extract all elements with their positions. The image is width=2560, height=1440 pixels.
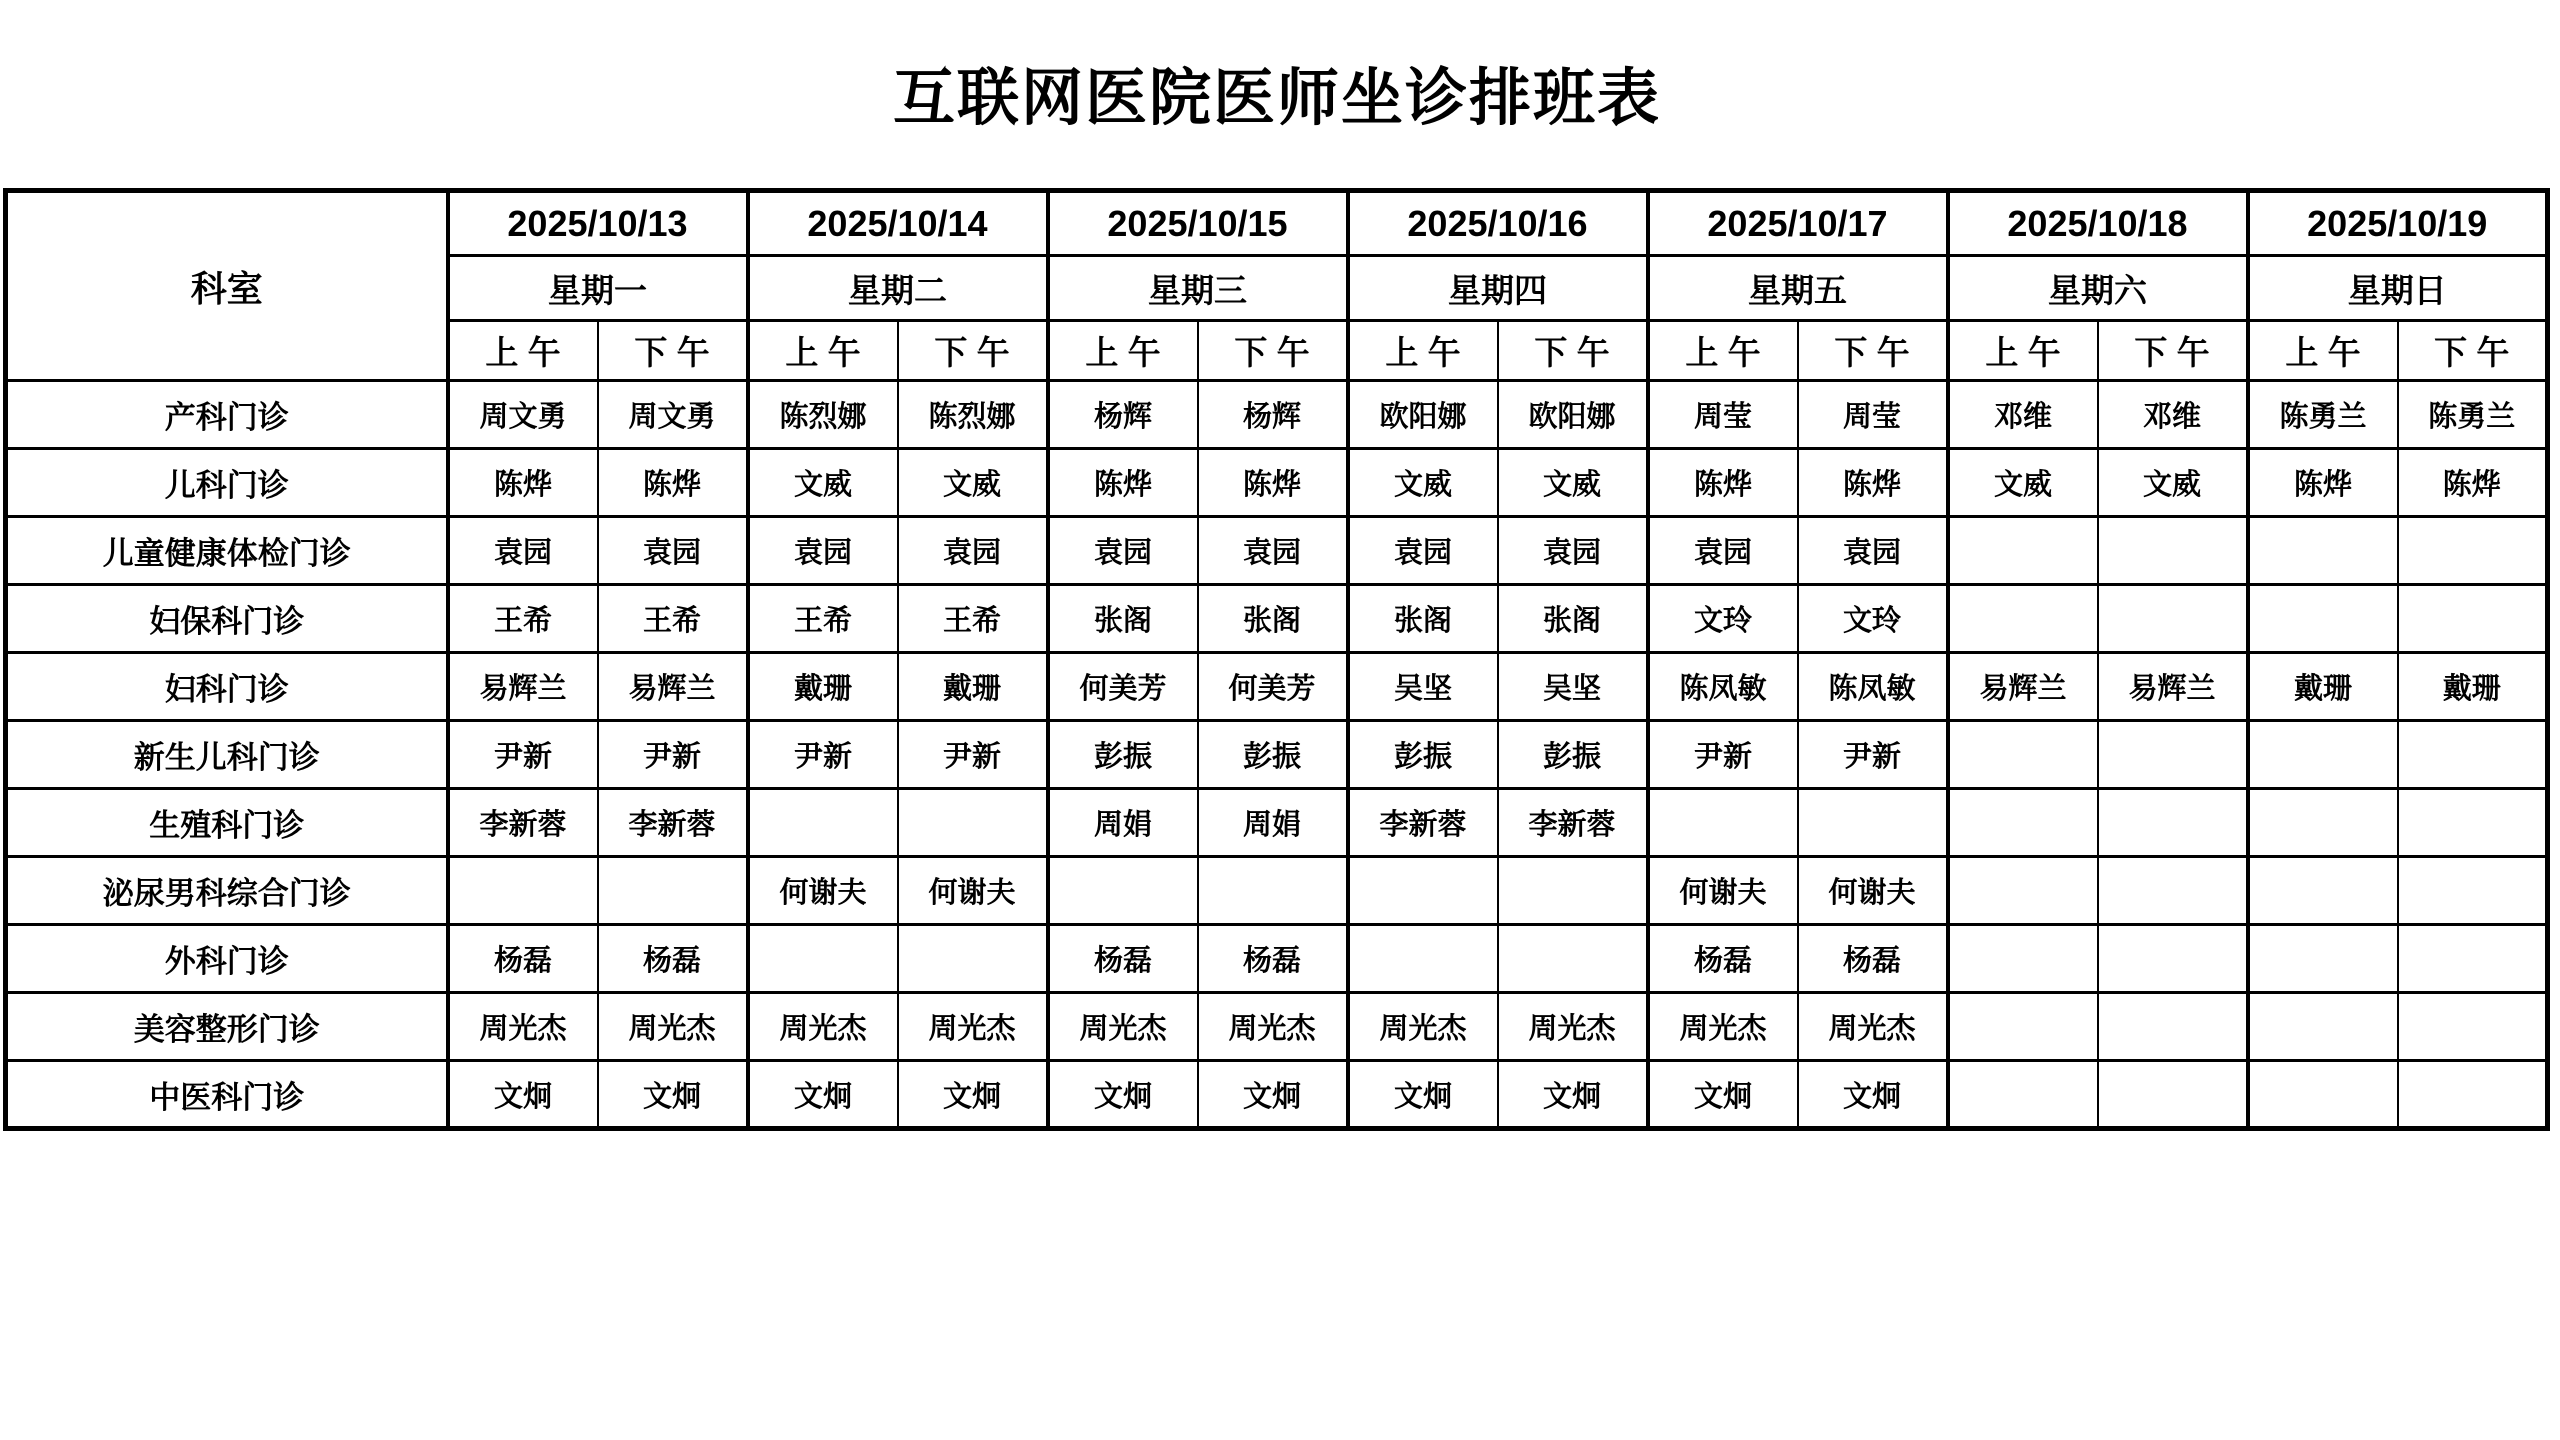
schedule-cell: 袁园 [1198, 517, 1348, 585]
department-cell: 中医科门诊 [6, 1061, 448, 1129]
schedule-cell: 袁园 [1348, 517, 1498, 585]
schedule-cell: 周光杰 [1198, 993, 1348, 1061]
schedule-cell: 周娟 [1198, 789, 1348, 857]
am-label-cell: 上 午 [2248, 321, 2398, 381]
schedule-cell: 张阁 [1348, 585, 1498, 653]
department-cell: 儿科门诊 [6, 449, 448, 517]
schedule-cell: 李新蓉 [598, 789, 748, 857]
schedule-cell: 陈凤敏 [1648, 653, 1798, 721]
schedule-cell: 陈烨 [2248, 449, 2398, 517]
schedule-cell: 彭振 [1498, 721, 1648, 789]
schedule-cell [2098, 925, 2248, 993]
schedule-cell: 何谢夫 [748, 857, 898, 925]
schedule-cell: 文炯 [1498, 1061, 1648, 1129]
pm-label-cell: 下 午 [1498, 321, 1648, 381]
schedule-cell: 陈烈娜 [898, 381, 1048, 449]
table-row [6, 721, 2548, 789]
table-row [6, 857, 2548, 925]
department-cell: 美容整形门诊 [6, 993, 448, 1061]
schedule-cell [2398, 993, 2548, 1061]
schedule-cell: 何美芳 [1048, 653, 1198, 721]
schedule-cell: 文炯 [598, 1061, 748, 1129]
schedule-cell: 周莹 [1648, 381, 1798, 449]
schedule-cell: 戴珊 [898, 653, 1048, 721]
department-cell: 妇科门诊 [6, 653, 448, 721]
schedule-cell: 王希 [748, 585, 898, 653]
schedule-cell: 张阁 [1198, 585, 1348, 653]
schedule-cell: 张阁 [1048, 585, 1198, 653]
schedule-cell [2398, 721, 2548, 789]
schedule-cell: 文炯 [1798, 1061, 1948, 1129]
schedule-cell: 陈勇兰 [2398, 381, 2548, 449]
schedule-cell [1498, 925, 1648, 993]
schedule-cell [1948, 925, 2098, 993]
department-cell: 妇保科门诊 [6, 585, 448, 653]
schedule-cell: 周光杰 [1048, 993, 1198, 1061]
schedule-table [3, 188, 2550, 1131]
schedule-cell [2248, 585, 2398, 653]
schedule-cell [1798, 789, 1948, 857]
schedule-cell: 文威 [748, 449, 898, 517]
pm-label-cell: 下 午 [598, 321, 748, 381]
schedule-cell [898, 925, 1048, 993]
schedule-cell [2098, 517, 2248, 585]
schedule-cell: 戴珊 [748, 653, 898, 721]
schedule-cell: 文玲 [1798, 585, 1948, 653]
schedule-cell: 文炯 [748, 1061, 898, 1129]
schedule-cell [2248, 517, 2398, 585]
schedule-cell: 王希 [598, 585, 748, 653]
date-cell: 2025/10/17 [1648, 191, 1948, 256]
schedule-cell [748, 925, 898, 993]
weekday-cell: 星期六 [1948, 256, 2248, 321]
schedule-cell: 陈烨 [448, 449, 598, 517]
schedule-cell: 李新蓉 [1498, 789, 1648, 857]
weekday-cell: 星期日 [2248, 256, 2548, 321]
schedule-cell: 李新蓉 [1348, 789, 1498, 857]
schedule-cell [1648, 789, 1798, 857]
schedule-cell: 欧阳娜 [1348, 381, 1498, 449]
schedule-cell [2248, 721, 2398, 789]
schedule-cell: 周光杰 [1348, 993, 1498, 1061]
date-cell: 2025/10/18 [1948, 191, 2248, 256]
weekday-cell: 星期四 [1348, 256, 1648, 321]
schedule-cell: 袁园 [1048, 517, 1198, 585]
schedule-cell [2398, 925, 2548, 993]
schedule-cell [1948, 789, 2098, 857]
schedule-cell [1348, 925, 1498, 993]
schedule-cell [2398, 1061, 2548, 1129]
schedule-cell: 戴珊 [2248, 653, 2398, 721]
schedule-cell: 杨磊 [598, 925, 748, 993]
schedule-cell: 邓维 [1948, 381, 2098, 449]
schedule-cell: 陈烨 [598, 449, 748, 517]
schedule-cell: 何谢夫 [1798, 857, 1948, 925]
department-cell: 泌尿男科综合门诊 [6, 857, 448, 925]
table-row [6, 789, 2548, 857]
schedule-cell [2098, 721, 2248, 789]
schedule-cell [2098, 1061, 2248, 1129]
schedule-cell [2398, 857, 2548, 925]
am-label-cell: 上 午 [1948, 321, 2098, 381]
schedule-cell: 文炯 [1198, 1061, 1348, 1129]
schedule-cell: 陈烨 [1648, 449, 1798, 517]
schedule-cell: 文威 [1948, 449, 2098, 517]
schedule-cell [1948, 993, 2098, 1061]
schedule-cell: 杨磊 [1198, 925, 1348, 993]
schedule-cell: 王希 [448, 585, 598, 653]
schedule-cell: 易辉兰 [448, 653, 598, 721]
schedule-cell: 袁园 [1798, 517, 1948, 585]
schedule-cell: 何谢夫 [898, 857, 1048, 925]
schedule-cell: 杨磊 [1048, 925, 1198, 993]
schedule-cell: 尹新 [748, 721, 898, 789]
schedule-cell: 周光杰 [598, 993, 748, 1061]
schedule-cell: 袁园 [448, 517, 598, 585]
corner-cell: 科室 [6, 191, 448, 381]
schedule-cell [2248, 993, 2398, 1061]
schedule-cell: 陈烨 [1198, 449, 1348, 517]
schedule-cell [1348, 857, 1498, 925]
schedule-header [6, 191, 2548, 381]
schedule-cell: 文威 [1348, 449, 1498, 517]
date-cell: 2025/10/13 [448, 191, 748, 256]
schedule-cell: 杨磊 [1648, 925, 1798, 993]
schedule-cell: 周娟 [1048, 789, 1198, 857]
schedule-cell: 周光杰 [1798, 993, 1948, 1061]
weekday-cell: 星期一 [448, 256, 748, 321]
schedule-cell: 陈烨 [1798, 449, 1948, 517]
schedule-cell: 杨辉 [1048, 381, 1198, 449]
date-cell: 2025/10/15 [1048, 191, 1348, 256]
schedule-cell: 文炯 [448, 1061, 598, 1129]
schedule-cell [2398, 789, 2548, 857]
schedule-cell: 尹新 [898, 721, 1048, 789]
schedule-cell: 陈凤敏 [1798, 653, 1948, 721]
schedule-cell: 吴坚 [1348, 653, 1498, 721]
table-row [6, 585, 2548, 653]
schedule-cell [1948, 585, 2098, 653]
schedule-cell: 袁园 [898, 517, 1048, 585]
schedule-cell: 易辉兰 [598, 653, 748, 721]
schedule-cell: 袁园 [1498, 517, 1648, 585]
schedule-cell [1948, 1061, 2098, 1129]
schedule-cell: 陈烈娜 [748, 381, 898, 449]
schedule-cell [2248, 925, 2398, 993]
am-label-cell: 上 午 [448, 321, 598, 381]
schedule-cell: 袁园 [598, 517, 748, 585]
schedule-cell [2248, 1061, 2398, 1129]
department-cell: 外科门诊 [6, 925, 448, 993]
pm-label-cell: 下 午 [1798, 321, 1948, 381]
schedule-cell: 袁园 [1648, 517, 1798, 585]
schedule-cell [1948, 857, 2098, 925]
department-cell: 生殖科门诊 [6, 789, 448, 857]
schedule-cell: 周莹 [1798, 381, 1948, 449]
schedule-cell [2398, 517, 2548, 585]
schedule-cell: 周光杰 [748, 993, 898, 1061]
schedule-cell: 周文勇 [448, 381, 598, 449]
table-row [6, 517, 2548, 585]
schedule-cell: 杨磊 [1798, 925, 1948, 993]
table-row [6, 653, 2548, 721]
schedule-cell [2098, 789, 2248, 857]
am-label-cell: 上 午 [748, 321, 898, 381]
schedule-cell: 陈烨 [1048, 449, 1198, 517]
schedule-cell: 欧阳娜 [1498, 381, 1648, 449]
schedule-cell: 尹新 [1798, 721, 1948, 789]
schedule-cell: 彭振 [1048, 721, 1198, 789]
am-label-cell: 上 午 [1048, 321, 1198, 381]
schedule-cell: 王希 [898, 585, 1048, 653]
schedule-cell: 彭振 [1348, 721, 1498, 789]
schedule-cell: 袁园 [748, 517, 898, 585]
schedule-cell: 周光杰 [1648, 993, 1798, 1061]
department-cell: 儿童健康体检门诊 [6, 517, 448, 585]
schedule-cell: 吴坚 [1498, 653, 1648, 721]
schedule-cell: 周光杰 [1498, 993, 1648, 1061]
table-row [6, 449, 2548, 517]
department-cell: 产科门诊 [6, 381, 448, 449]
schedule-cell: 陈勇兰 [2248, 381, 2398, 449]
schedule-cell: 易辉兰 [1948, 653, 2098, 721]
table-row [6, 925, 2548, 993]
am-label-cell: 上 午 [1648, 321, 1798, 381]
schedule-cell [1198, 857, 1348, 925]
schedule-cell: 周文勇 [598, 381, 748, 449]
date-cell: 2025/10/19 [2248, 191, 2548, 256]
schedule-cell [748, 789, 898, 857]
schedule-cell: 李新蓉 [448, 789, 598, 857]
schedule-cell [1948, 721, 2098, 789]
schedule-cell [2098, 585, 2248, 653]
schedule-cell: 尹新 [598, 721, 748, 789]
weekday-cell: 星期五 [1648, 256, 1948, 321]
schedule-cell: 文威 [2098, 449, 2248, 517]
schedule-cell: 彭振 [1198, 721, 1348, 789]
schedule-cell: 尹新 [1648, 721, 1798, 789]
table-row [6, 993, 2548, 1061]
schedule-cell: 张阁 [1498, 585, 1648, 653]
pm-label-cell: 下 午 [1198, 321, 1348, 381]
pm-label-cell: 下 午 [898, 321, 1048, 381]
schedule-cell: 杨磊 [448, 925, 598, 993]
schedule-cell [448, 857, 598, 925]
pm-label-cell: 下 午 [2398, 321, 2548, 381]
schedule-cell: 何谢夫 [1648, 857, 1798, 925]
table-row [6, 1061, 2548, 1129]
weekday-cell: 星期二 [748, 256, 1048, 321]
schedule-cell: 文威 [1498, 449, 1648, 517]
schedule-cell [1048, 857, 1198, 925]
schedule-cell: 陈烨 [2398, 449, 2548, 517]
department-cell: 新生儿科门诊 [6, 721, 448, 789]
schedule-body [6, 381, 2548, 1129]
schedule-cell: 何美芳 [1198, 653, 1348, 721]
schedule-cell: 文威 [898, 449, 1048, 517]
pm-label-cell: 下 午 [2098, 321, 2248, 381]
schedule-cell [598, 857, 748, 925]
schedule-cell: 周光杰 [448, 993, 598, 1061]
schedule-cell: 戴珊 [2398, 653, 2548, 721]
schedule-cell: 文炯 [1048, 1061, 1198, 1129]
schedule-cell [2098, 993, 2248, 1061]
schedule-cell [2398, 585, 2548, 653]
schedule-cell [1498, 857, 1648, 925]
schedule-cell: 文玲 [1648, 585, 1798, 653]
schedule-cell: 杨辉 [1198, 381, 1348, 449]
page-title: 互联网医院医师坐诊排班表 [892, 64, 1661, 133]
schedule-cell [2248, 789, 2398, 857]
date-cell: 2025/10/14 [748, 191, 1048, 256]
table-row [6, 381, 2548, 449]
schedule-cell: 周光杰 [898, 993, 1048, 1061]
schedule-cell: 易辉兰 [2098, 653, 2248, 721]
schedule-cell [898, 789, 1048, 857]
am-label-cell: 上 午 [1348, 321, 1498, 381]
schedule-cell: 邓维 [2098, 381, 2248, 449]
weekday-cell: 星期三 [1048, 256, 1348, 321]
schedule-cell [2248, 857, 2398, 925]
date-cell: 2025/10/16 [1348, 191, 1648, 256]
schedule-cell: 文炯 [898, 1061, 1048, 1129]
schedule-cell: 文炯 [1648, 1061, 1798, 1129]
schedule-cell [1948, 517, 2098, 585]
schedule-cell [2098, 857, 2248, 925]
schedule-cell: 文炯 [1348, 1061, 1498, 1129]
schedule-cell: 尹新 [448, 721, 598, 789]
